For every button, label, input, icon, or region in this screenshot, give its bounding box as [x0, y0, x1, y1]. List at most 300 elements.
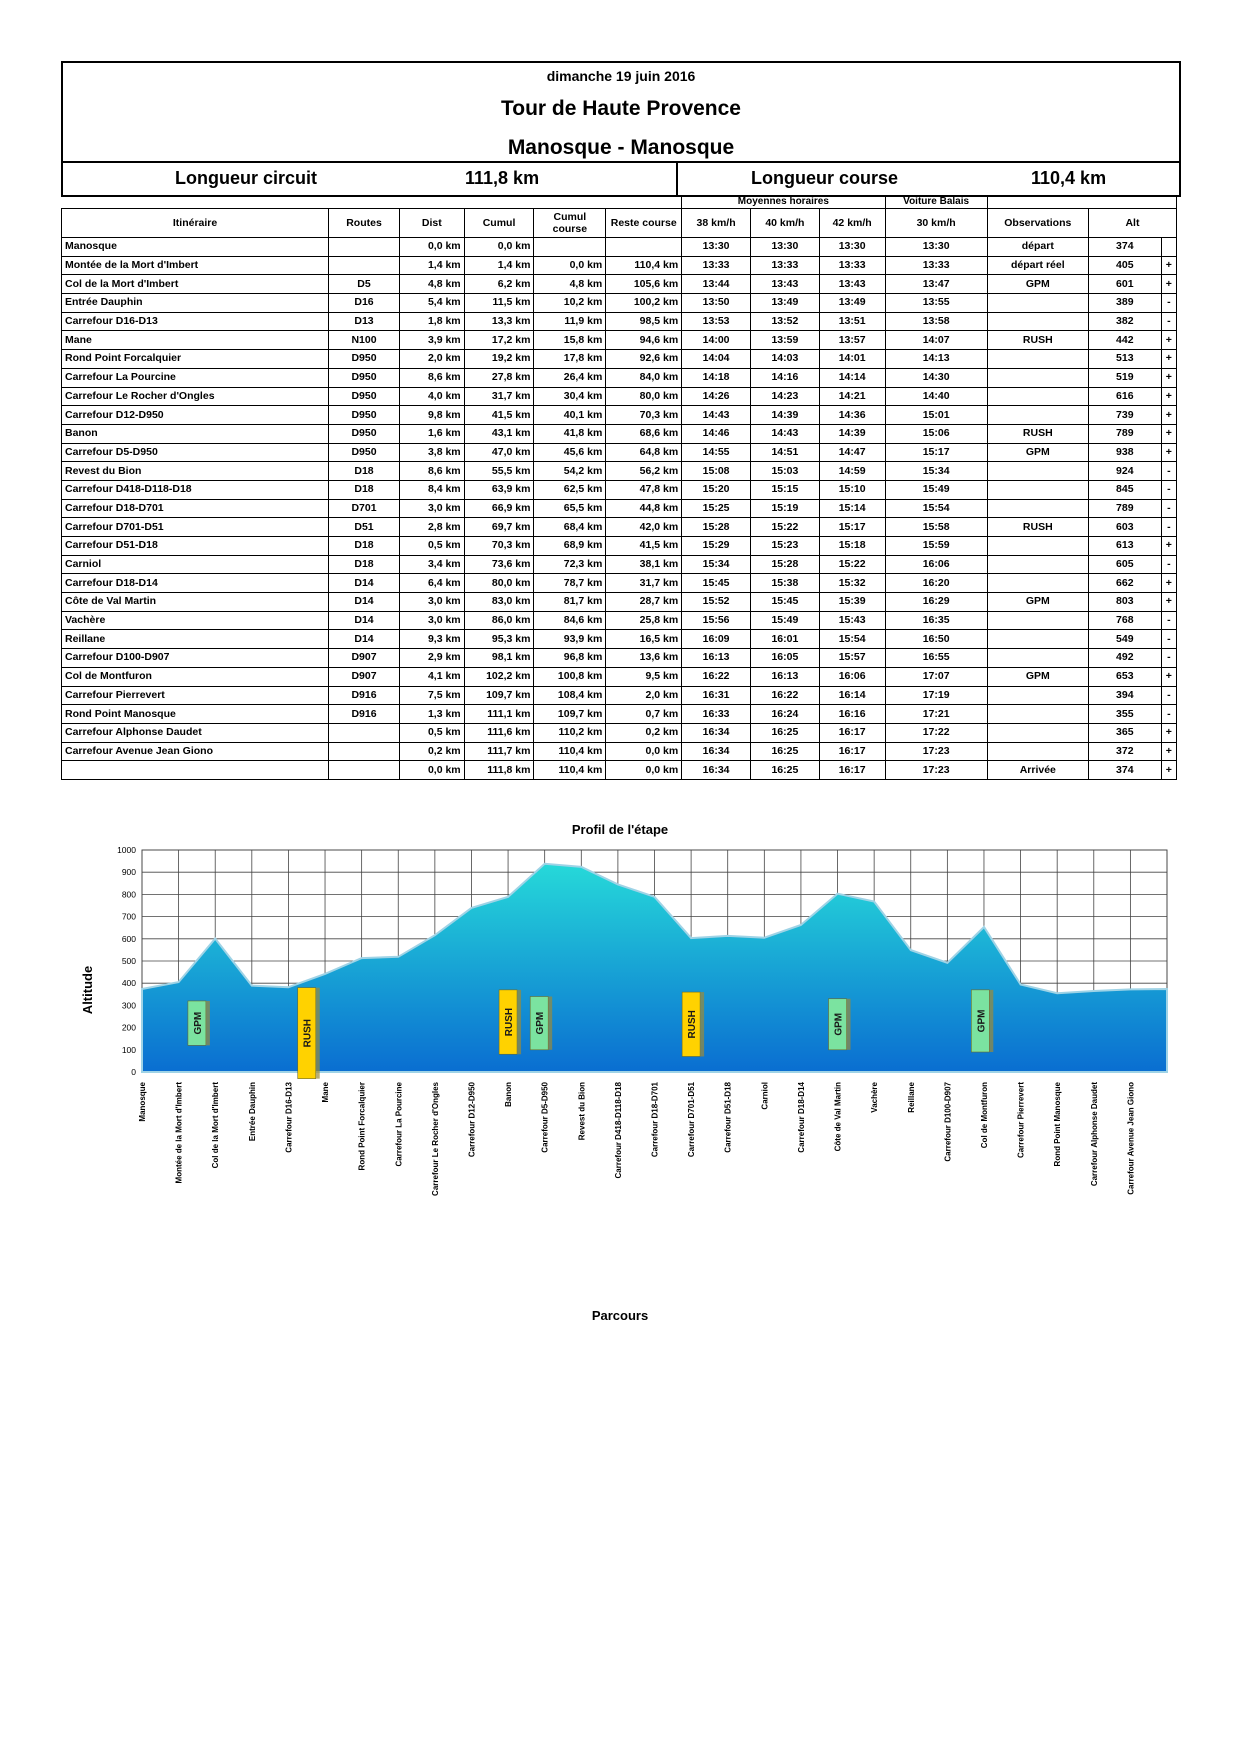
cell-itineraire: Carrefour D701-D51	[62, 518, 329, 537]
cell-route: D13	[329, 312, 400, 331]
cell-t38: 13:30	[682, 238, 751, 257]
cell-observation	[987, 611, 1088, 630]
route-table	[61, 195, 1177, 780]
cell-reste-course: 9,5 km	[606, 667, 682, 686]
cell-t30: 16:50	[885, 630, 987, 649]
cell-t40: 16:25	[750, 761, 819, 780]
cell-cumul-course: 110,4 km	[534, 761, 606, 780]
cell-cumul: 11,5 km	[464, 294, 534, 313]
cell-route: D51	[329, 518, 400, 537]
x-tick-label: Carrefour D18-D701	[650, 1082, 660, 1158]
circuit-length-label: Longueur circuit	[175, 168, 318, 188]
cell-cumul: 111,7 km	[464, 742, 534, 761]
cell-trend: -	[1161, 686, 1176, 705]
race-date: dimanche 19 juin 2016	[546, 68, 696, 84]
cell-t38: 16:34	[682, 742, 751, 761]
cell-t42: 13:33	[819, 256, 885, 275]
cell-reste-course: 13,6 km	[606, 649, 682, 668]
y-tick-label: 500	[121, 956, 136, 966]
cell-observation: GPM	[987, 593, 1088, 612]
cell-t30: 17:07	[885, 667, 987, 686]
title-box	[61, 61, 1181, 163]
cell-t38: 14:18	[682, 368, 751, 387]
svg-text:GPM: GPM	[535, 1011, 547, 1035]
cell-t42: 15:18	[819, 537, 885, 556]
cell-dist: 3,0 km	[399, 499, 464, 518]
cell-t40: 13:59	[750, 331, 819, 350]
rush-marker	[499, 990, 521, 1054]
cell-t42: 15:22	[819, 555, 885, 574]
cell-alt: 405	[1088, 256, 1161, 275]
cell-t42: 14:39	[819, 424, 885, 443]
cell-observation: GPM	[987, 443, 1088, 462]
cell-t40: 14:43	[750, 424, 819, 443]
cell-t30: 15:01	[885, 406, 987, 425]
cell-reste-course: 44,8 km	[606, 499, 682, 518]
cell-dist: 4,0 km	[399, 387, 464, 406]
cell-t38: 13:50	[682, 294, 751, 313]
cell-t30: 15:17	[885, 443, 987, 462]
chart-title: Profil de l'étape	[571, 822, 669, 837]
x-tick-label: Carrefour D701-D51	[687, 1082, 697, 1158]
cell-alt: 519	[1088, 368, 1161, 387]
col-42: 42 km/h	[819, 209, 885, 238]
cell-cumul: 47,0 km	[464, 443, 534, 462]
cell-cumul: 41,5 km	[464, 406, 534, 425]
cell-reste-course: 41,5 km	[606, 537, 682, 556]
cell-trend: -	[1161, 518, 1176, 537]
cell-t30: 15:58	[885, 518, 987, 537]
table-row	[62, 443, 1177, 462]
x-tick-label: Carrefour La Pourcine	[394, 1082, 404, 1167]
cell-observation	[987, 705, 1088, 724]
cell-t42: 15:32	[819, 574, 885, 593]
cell-t30: 16:55	[885, 649, 987, 668]
cell-t40: 13:52	[750, 312, 819, 331]
cell-trend: -	[1161, 499, 1176, 518]
cell-cumul-course: 84,6 km	[534, 611, 606, 630]
cell-t40: 13:30	[750, 238, 819, 257]
cell-t30: 13:47	[885, 275, 987, 294]
table-row	[62, 537, 1177, 556]
x-tick-label: Carrefour Alphonse Daudet	[1089, 1082, 1099, 1187]
rush-marker	[682, 992, 704, 1056]
col-reste-course: Reste course	[606, 209, 682, 238]
cell-t38: 13:53	[682, 312, 751, 331]
cell-cumul: 73,6 km	[464, 555, 534, 574]
cell-cumul: 111,8 km	[464, 761, 534, 780]
cell-t42: 16:06	[819, 667, 885, 686]
cell-t40: 16:22	[750, 686, 819, 705]
cell-t40: 14:03	[750, 350, 819, 369]
cell-route	[329, 256, 400, 275]
cell-t40: 15:22	[750, 518, 819, 537]
cell-t40: 13:49	[750, 294, 819, 313]
cell-t38: 15:08	[682, 462, 751, 481]
cell-observation: GPM	[987, 667, 1088, 686]
gpm-marker	[188, 1001, 210, 1045]
cell-alt: 768	[1088, 611, 1161, 630]
y-tick-label: 800	[121, 889, 136, 900]
cell-dist: 8,4 km	[399, 480, 464, 499]
svg-text:RUSH: RUSH	[302, 1018, 314, 1048]
x-tick-label: Col de la Mort d'Imbert	[211, 1082, 221, 1169]
cell-observation: GPM	[987, 275, 1088, 294]
col-30: 30 km/h	[885, 209, 987, 238]
cell-itineraire: Carrefour D418-D118-D18	[62, 480, 329, 499]
cell-alt: 389	[1088, 294, 1161, 313]
table-row	[62, 294, 1177, 313]
cell-observation	[987, 649, 1088, 668]
x-tick-label: Carrefour D51-D18	[723, 1082, 733, 1153]
cell-t42: 15:14	[819, 499, 885, 518]
cell-t42: 14:21	[819, 387, 885, 406]
cell-route: D701	[329, 499, 400, 518]
cell-t38: 16:22	[682, 667, 751, 686]
cell-alt: 442	[1088, 331, 1161, 350]
cell-alt: 603	[1088, 518, 1161, 537]
cell-dist: 3,4 km	[399, 555, 464, 574]
cell-itineraire: Montée de la Mort d'Imbert	[62, 256, 329, 275]
cell-trend: -	[1161, 630, 1176, 649]
y-tick-label: 300	[121, 1000, 136, 1011]
cell-cumul: 70,3 km	[464, 537, 534, 556]
cell-reste-course: 28,7 km	[606, 593, 682, 612]
cell-itineraire: Carrefour Alphonse Daudet	[62, 723, 329, 742]
cell-t30: 15:34	[885, 462, 987, 481]
cell-t42: 13:49	[819, 294, 885, 313]
cell-reste-course: 64,8 km	[606, 443, 682, 462]
cell-t38: 15:20	[682, 480, 751, 499]
cell-t38: 16:09	[682, 630, 751, 649]
cell-cumul: 27,8 km	[464, 368, 534, 387]
cell-alt: 605	[1088, 555, 1161, 574]
cell-cumul: 102,2 km	[464, 667, 534, 686]
cell-dist: 4,8 km	[399, 275, 464, 294]
table-row	[62, 256, 1177, 275]
y-tick-label: 0	[131, 1067, 136, 1077]
cell-observation: RUSH	[987, 331, 1088, 350]
cell-t38: 15:29	[682, 537, 751, 556]
svg-text:RUSH: RUSH	[504, 1007, 516, 1037]
cell-reste-course	[606, 238, 682, 257]
cell-t30: 15:06	[885, 424, 987, 443]
course-length-value: 110,4 km	[1031, 168, 1107, 188]
cell-cumul-course: 100,8 km	[534, 667, 606, 686]
cell-alt: 616	[1088, 387, 1161, 406]
cell-cumul-course: 26,4 km	[534, 368, 606, 387]
cell-alt: 394	[1088, 686, 1161, 705]
table-row	[62, 705, 1177, 724]
cell-trend: +	[1161, 667, 1176, 686]
race-subtitle: Manosque - Manosque	[507, 136, 735, 159]
cell-alt: 492	[1088, 649, 1161, 668]
cell-dist: 8,6 km	[399, 368, 464, 387]
gpm-marker	[971, 990, 993, 1052]
cell-cumul-course: 41,8 km	[534, 424, 606, 443]
cell-t38: 13:33	[682, 256, 751, 275]
cell-itineraire: Carrefour Le Rocher d'Ongles	[62, 387, 329, 406]
cell-reste-course: 47,8 km	[606, 480, 682, 499]
cell-alt: 513	[1088, 350, 1161, 369]
cell-reste-course: 94,6 km	[606, 331, 682, 350]
cell-itineraire: Carrefour D100-D907	[62, 649, 329, 668]
cell-observation	[987, 537, 1088, 556]
cell-trend: -	[1161, 555, 1176, 574]
cell-t40: 15:28	[750, 555, 819, 574]
cell-reste-course: 98,5 km	[606, 312, 682, 331]
cell-alt: 845	[1088, 480, 1161, 499]
cell-reste-course: 92,6 km	[606, 350, 682, 369]
cell-dist: 1,4 km	[399, 256, 464, 275]
cell-trend: -	[1161, 312, 1176, 331]
x-tick-label: Col de Montfuron	[979, 1082, 989, 1149]
cell-t38: 16:34	[682, 723, 751, 742]
cell-trend: +	[1161, 723, 1176, 742]
cell-trend	[1161, 238, 1176, 257]
cell-t42: 16:17	[819, 742, 885, 761]
cell-route: D18	[329, 462, 400, 481]
cell-cumul: 17,2 km	[464, 331, 534, 350]
y-tick-label: 1000	[117, 845, 136, 855]
cell-itineraire: Rond Point Forcalquier	[62, 350, 329, 369]
cell-trend: +	[1161, 443, 1176, 462]
cell-t38: 14:43	[682, 406, 751, 425]
cell-cumul: 86,0 km	[464, 611, 534, 630]
race-title: Tour de Haute Provence	[500, 97, 741, 120]
cell-reste-course: 56,2 km	[606, 462, 682, 481]
cell-t42: 15:43	[819, 611, 885, 630]
table-row	[62, 611, 1177, 630]
cell-observation: RUSH	[987, 518, 1088, 537]
cell-t38: 16:33	[682, 705, 751, 724]
cell-observation	[987, 742, 1088, 761]
cell-cumul: 6,2 km	[464, 275, 534, 294]
table-row	[62, 593, 1177, 612]
cell-route: D18	[329, 537, 400, 556]
cell-t38: 15:56	[682, 611, 751, 630]
cell-cumul: 95,3 km	[464, 630, 534, 649]
table-row	[62, 667, 1177, 686]
cell-t42: 13:43	[819, 275, 885, 294]
x-tick-label: Mane	[321, 1082, 331, 1103]
cell-trend: +	[1161, 761, 1176, 780]
table-row	[62, 518, 1177, 537]
col-observations: Observations	[987, 209, 1088, 238]
cell-cumul: 19,2 km	[464, 350, 534, 369]
cell-t40: 15:38	[750, 574, 819, 593]
cell-observation	[987, 462, 1088, 481]
table-row	[62, 406, 1177, 425]
cell-route: D950	[329, 368, 400, 387]
group-balais: Voiture Balais	[885, 196, 987, 209]
cell-dist: 3,0 km	[399, 611, 464, 630]
cell-t30: 14:40	[885, 387, 987, 406]
cell-itineraire: Reillane	[62, 630, 329, 649]
cell-t42: 16:17	[819, 723, 885, 742]
cell-cumul-course: 96,8 km	[534, 649, 606, 668]
table-row	[62, 480, 1177, 499]
cell-itineraire	[62, 761, 329, 780]
cell-observation	[987, 686, 1088, 705]
x-axis-label: Parcours	[591, 1308, 649, 1323]
cell-t40: 14:16	[750, 368, 819, 387]
cell-t30: 16:20	[885, 574, 987, 593]
cell-cumul: 83,0 km	[464, 593, 534, 612]
cell-t42: 14:36	[819, 406, 885, 425]
cell-reste-course: 70,3 km	[606, 406, 682, 425]
cell-itineraire: Col de la Mort d'Imbert	[62, 275, 329, 294]
cell-cumul-course: 81,7 km	[534, 593, 606, 612]
table-row	[62, 555, 1177, 574]
cell-route	[329, 238, 400, 257]
x-tick-label: Carrefour Le Rocher d'Ongles	[430, 1082, 440, 1196]
cell-reste-course: 31,7 km	[606, 574, 682, 593]
cell-trend: +	[1161, 368, 1176, 387]
cell-reste-course: 2,0 km	[606, 686, 682, 705]
y-tick-label: 200	[121, 1022, 136, 1033]
svg-text:GPM: GPM	[833, 1012, 845, 1036]
cell-t38: 14:46	[682, 424, 751, 443]
cell-itineraire: Revest du Bion	[62, 462, 329, 481]
cell-cumul: 69,7 km	[464, 518, 534, 537]
cell-t42: 13:57	[819, 331, 885, 350]
cell-trend: -	[1161, 294, 1176, 313]
cell-alt: 938	[1088, 443, 1161, 462]
col-dist: Dist	[399, 209, 464, 238]
cell-alt: 789	[1088, 499, 1161, 518]
svg-text:GPM: GPM	[192, 1011, 204, 1035]
table-row	[62, 368, 1177, 387]
cell-dist: 9,8 km	[399, 406, 464, 425]
cell-t42: 16:14	[819, 686, 885, 705]
cell-alt: 739	[1088, 406, 1161, 425]
cell-t40: 14:39	[750, 406, 819, 425]
cell-dist: 6,4 km	[399, 574, 464, 593]
course-length-label: Longueur course	[751, 168, 899, 188]
cell-cumul-course: 4,8 km	[534, 275, 606, 294]
cell-dist: 8,6 km	[399, 462, 464, 481]
cell-t38: 15:45	[682, 574, 751, 593]
table-body	[62, 238, 1177, 780]
cell-cumul-course: 40,1 km	[534, 406, 606, 425]
cell-itineraire: Rond Point Manosque	[62, 705, 329, 724]
cell-t40: 13:43	[750, 275, 819, 294]
cell-trend: +	[1161, 424, 1176, 443]
cell-t38: 16:31	[682, 686, 751, 705]
table-row	[62, 649, 1177, 668]
altitude-profile-chart	[0, 800, 1240, 1360]
cell-itineraire: Carrefour La Pourcine	[62, 368, 329, 387]
cell-alt: 374	[1088, 761, 1161, 780]
circuit-length-value: 111,8 km	[465, 168, 540, 188]
cell-reste-course: 0,0 km	[606, 761, 682, 780]
cell-trend: -	[1161, 462, 1176, 481]
cell-itineraire: Carrefour D5-D950	[62, 443, 329, 462]
table-row	[62, 387, 1177, 406]
cell-itineraire: Carrefour D51-D18	[62, 537, 329, 556]
circuit-length-box	[61, 161, 678, 197]
cell-t42: 15:54	[819, 630, 885, 649]
cell-reste-course: 0,2 km	[606, 723, 682, 742]
cell-t40: 15:23	[750, 537, 819, 556]
rush-marker	[298, 988, 320, 1079]
cell-observation	[987, 574, 1088, 593]
cell-cumul-course: 65,5 km	[534, 499, 606, 518]
cell-cumul-course: 110,4 km	[534, 742, 606, 761]
table-row	[62, 424, 1177, 443]
cell-t40: 14:23	[750, 387, 819, 406]
cell-t30: 13:55	[885, 294, 987, 313]
cell-cumul-course: 108,4 km	[534, 686, 606, 705]
cell-t38: 15:25	[682, 499, 751, 518]
cell-trend: +	[1161, 742, 1176, 761]
cell-cumul: 111,6 km	[464, 723, 534, 742]
cell-cumul: 98,1 km	[464, 649, 534, 668]
cell-cumul-course: 93,9 km	[534, 630, 606, 649]
cell-route: D16	[329, 294, 400, 313]
cell-trend: +	[1161, 406, 1176, 425]
cell-dist: 3,0 km	[399, 593, 464, 612]
cell-cumul: 55,5 km	[464, 462, 534, 481]
cell-dist: 1,3 km	[399, 705, 464, 724]
cell-itineraire: Carrefour Pierrevert	[62, 686, 329, 705]
cell-itineraire: Carrefour D18-D701	[62, 499, 329, 518]
col-40: 40 km/h	[750, 209, 819, 238]
cell-t42: 15:57	[819, 649, 885, 668]
cell-itineraire: Carrefour D12-D950	[62, 406, 329, 425]
cell-trend: +	[1161, 331, 1176, 350]
cell-observation	[987, 350, 1088, 369]
x-tick-label: Carrefour D12-D950	[467, 1082, 477, 1158]
cell-cumul-course: 54,2 km	[534, 462, 606, 481]
col-38: 38 km/h	[682, 209, 751, 238]
y-tick-label: 100	[121, 1044, 136, 1055]
cell-dist: 2,8 km	[399, 518, 464, 537]
cell-t38: 14:55	[682, 443, 751, 462]
cell-cumul: 66,9 km	[464, 499, 534, 518]
cell-t40: 14:51	[750, 443, 819, 462]
cell-alt: 549	[1088, 630, 1161, 649]
cell-reste-course: 16,5 km	[606, 630, 682, 649]
y-tick-label: 900	[121, 867, 136, 878]
cell-reste-course: 80,0 km	[606, 387, 682, 406]
gpm-marker	[530, 997, 552, 1050]
cell-t38: 16:34	[682, 761, 751, 780]
cell-t38: 15:34	[682, 555, 751, 574]
cell-observation	[987, 630, 1088, 649]
cell-route: D950	[329, 387, 400, 406]
x-tick-label: Rond Point Manosque	[1053, 1082, 1063, 1167]
cell-dist: 0,0 km	[399, 238, 464, 257]
cell-cumul: 0,0 km	[464, 238, 534, 257]
col-routes: Routes	[329, 209, 400, 238]
cell-reste-course: 25,8 km	[606, 611, 682, 630]
cell-reste-course: 0,0 km	[606, 742, 682, 761]
cell-t40: 16:05	[750, 649, 819, 668]
cell-cumul-course: 68,4 km	[534, 518, 606, 537]
cell-cumul-course: 45,6 km	[534, 443, 606, 462]
cell-dist: 0,5 km	[399, 537, 464, 556]
cell-t38: 13:44	[682, 275, 751, 294]
cell-itineraire: Côte de Val Martin	[62, 593, 329, 612]
cell-t42: 15:10	[819, 480, 885, 499]
table-group-header	[62, 196, 1177, 209]
cell-t42: 14:14	[819, 368, 885, 387]
x-tick-label: Rond Point Forcalquier	[357, 1082, 367, 1171]
cell-reste-course: 84,0 km	[606, 368, 682, 387]
group-moyennes: Moyennes horaires	[682, 196, 885, 209]
